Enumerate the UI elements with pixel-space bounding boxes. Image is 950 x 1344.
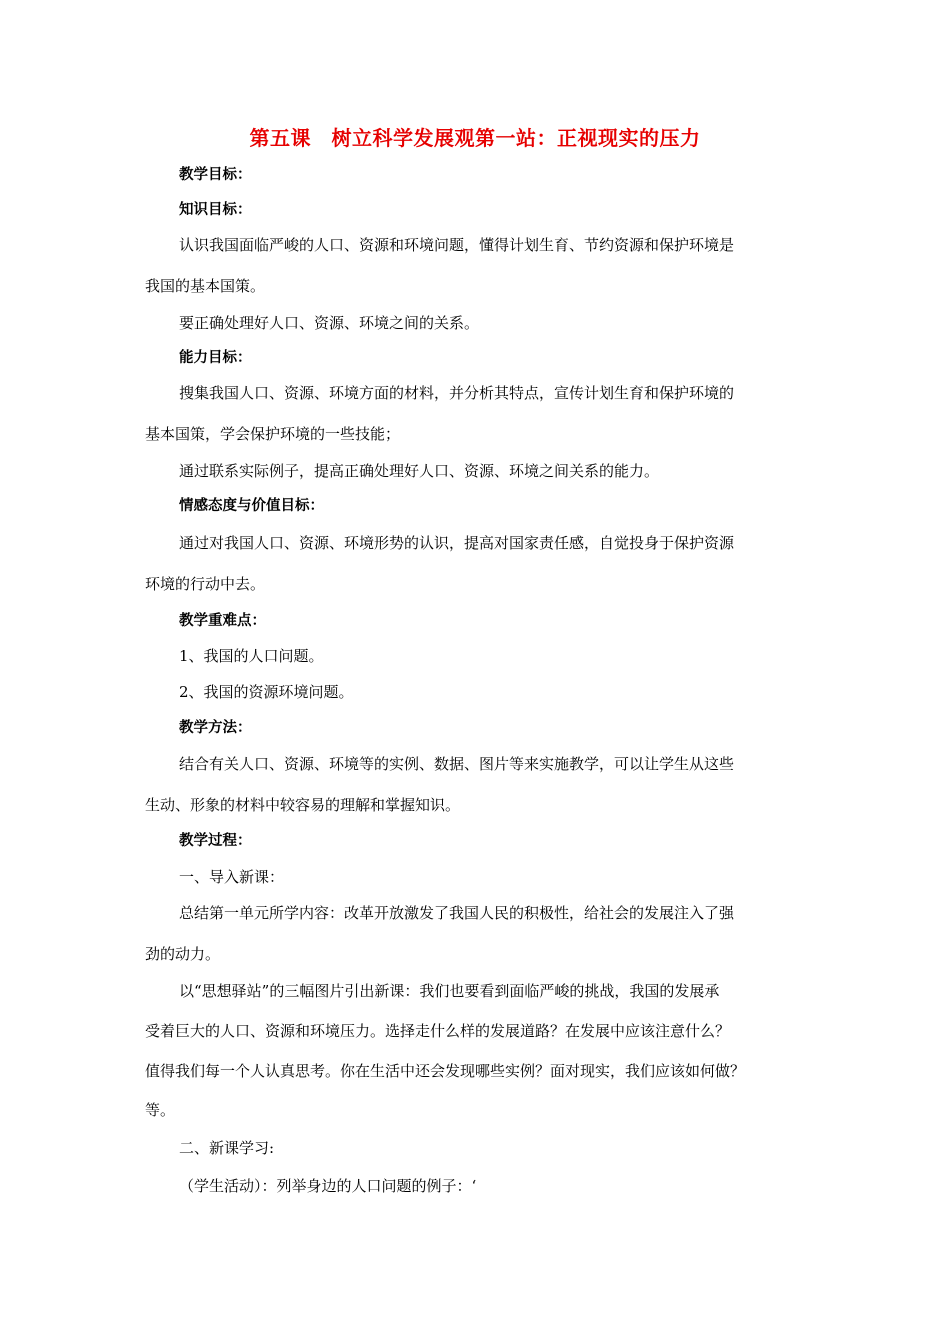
paragraph-line: 环境的行动中去。 <box>145 575 266 593</box>
section-heading: 二、新课学习: <box>179 1139 275 1157</box>
paragraph-line: 生动、形象的材料中较容易的理解和掌握知识。 <box>145 796 461 814</box>
paragraph-line: 我国的基本国策。 <box>145 277 266 295</box>
heading-teaching-process: 教学过程： <box>179 833 252 849</box>
heading-knowledge-goals: 知识目标： <box>179 202 252 218</box>
list-item: 2、我国的资源环境问题。 <box>179 683 354 701</box>
paragraph-line: 值得我们每一个人认真思考。你在生活中还会发现哪些实例？面对现实，我们应该如何做？ <box>145 1062 746 1080</box>
paragraph-line: 通过联系实际例子，提高正确处理好人口、资源、环境之间关系的能力。 <box>179 462 660 480</box>
heading-key-points: 教学重难点： <box>179 613 266 629</box>
paragraph-line: 总结第一单元所学内容：改革开放激发了我国人民的积极性，给社会的发展注入了强 <box>179 904 735 922</box>
paragraph-line: 基本国策，学会保护环境的一些技能； <box>145 425 401 443</box>
paragraph-line: 搜集我国人口、资源、环境方面的材料，并分析其特点，宣传计划生育和保护环境的 <box>179 384 735 402</box>
page-title: 第五课 树立科学发展观第一站：正视现实的压力 <box>249 126 701 150</box>
paragraph-line: 认识我国面临严峻的人口、资源和环境问题，懂得计划生育、节约资源和保护环境是 <box>179 236 735 254</box>
paragraph-line: 劲的动力。 <box>145 945 221 963</box>
paragraph-line: 等。 <box>145 1101 176 1119</box>
heading-emotion-goals: 情感态度与价值目标： <box>179 498 324 514</box>
list-item: 1、我国的人口问题。 <box>179 647 324 665</box>
heading-teaching-methods: 教学方法： <box>179 720 252 736</box>
paragraph-line: 通过对我国人口、资源、环境形势的认识，提高对国家责任感，自觉投身于保护资源 <box>179 534 735 552</box>
paragraph-line: 以“思想驿站”的三幅图片引出新课：我们也要看到面临严峻的挑战，我国的发展承 <box>179 982 720 1000</box>
paragraph-line: 受着巨大的人口、资源和环境压力。选择走什么样的发展道路？在发展中应该注意什么？ <box>145 1022 731 1040</box>
paragraph-line: 要正确处理好人口、资源、环境之间的关系。 <box>179 314 480 332</box>
section-heading: 一、导入新课： <box>179 868 285 886</box>
heading-teaching-goals: 教学目标： <box>179 167 252 183</box>
paragraph-line: 结合有关人口、资源、环境等的实例、数据、图片等来实施教学，可以让学生从这些 <box>179 755 735 773</box>
paragraph-line: （学生活动）：列举身边的人口问题的例子：‘ <box>179 1177 477 1195</box>
heading-ability-goals: 能力目标： <box>179 350 252 366</box>
